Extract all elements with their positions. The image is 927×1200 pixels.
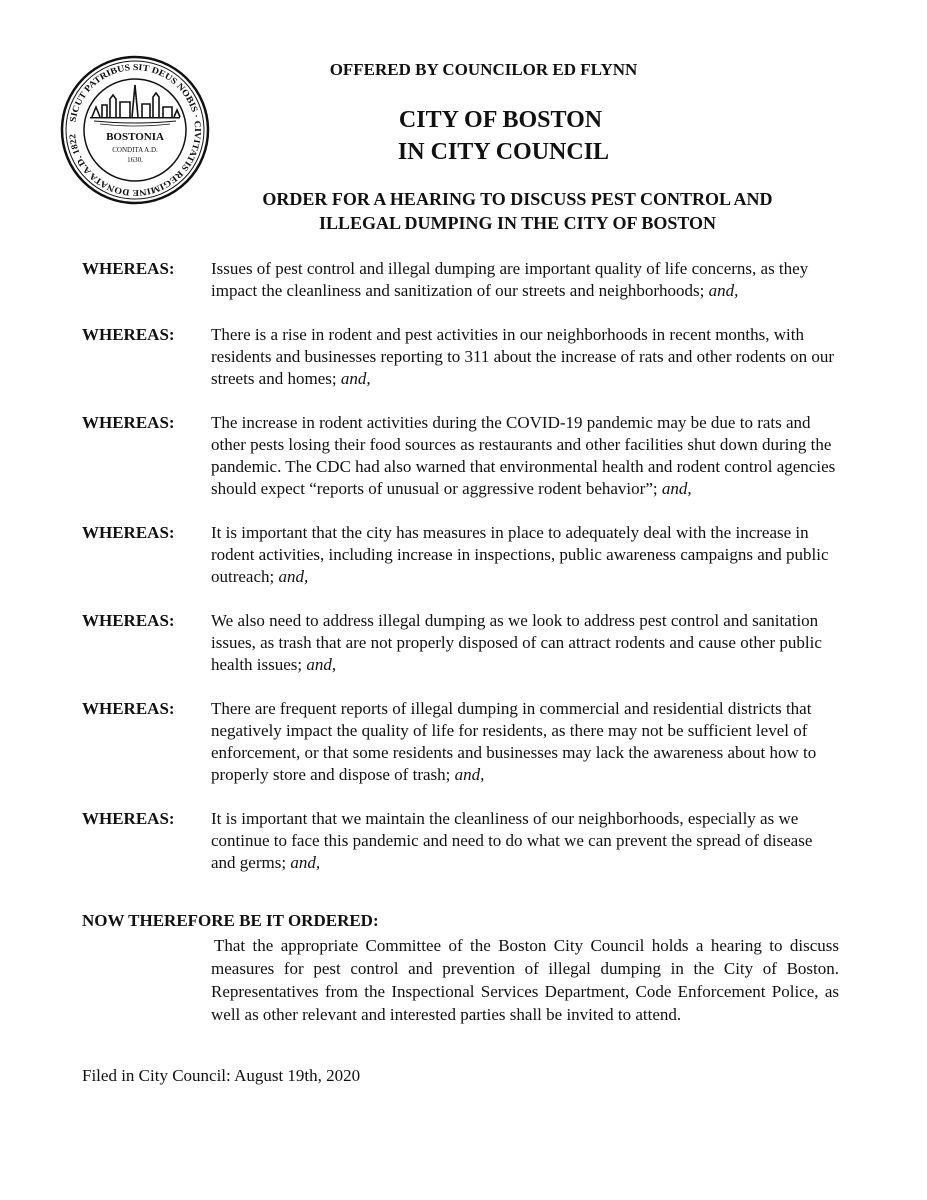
ordered-heading: NOW THEREFORE BE IT ORDERED: (82, 911, 379, 930)
order-title-line-1: ORDER FOR A HEARING TO DISCUSS PEST CONTROL AND (262, 189, 773, 209)
seal-condita: CONDITA A.D. (112, 146, 158, 154)
clause-label: WHEREAS: (82, 611, 175, 630)
clause-text: It is important that we maintain the cleanliness of our neighborhoods, especially as we continue to face this pandemic and need to do what we can prevent the spread of disease and germs; and, (211, 809, 813, 872)
clause-text: There is a rise in rodent and pest activities in our neighborhoods in recent months, with residents and businesses reporting to 311 about the increase of rats and other rodents on our streets and homes; and, (211, 325, 835, 388)
whereas-clause (82, 258, 852, 302)
clause-label: WHEREAS: (82, 809, 175, 828)
city-heading (0, 104, 927, 168)
clause-label: WHEREAS: (82, 523, 175, 542)
whereas-clause (82, 324, 852, 390)
clause-text: We also need to address illegal dumping as we look to address pest control and sanitation issues, as trash that are not properly disposed of can attract rodents and cause other public health issues; and, (211, 611, 822, 674)
seal-outer-text: SICUT PATRIBUS SIT DEUS NOBIS · CIVITATIS REGIMINE DONATA A.D. 1822 (67, 61, 204, 199)
whereas-clauses (82, 258, 852, 896)
whereas-clause (82, 808, 852, 874)
whereas-clause (82, 698, 852, 786)
clause-text: There are frequent reports of illegal dumping in commercial and residential districts that negatively impact the quality of life for residents, as there may not be sufficient level of enforcement, or that some residents and businesses may lack the awareness about how to properly store and dispose of trash; and, (211, 699, 817, 784)
offered-by: OFFERED BY COUNCILOR ED FLYNN (329, 60, 638, 79)
filed-date: Filed in City Council: August 19th, 2020 (82, 1066, 361, 1085)
whereas-clause (82, 610, 852, 676)
clause-label: WHEREAS: (82, 259, 175, 278)
ordered-text: That the appropriate Committee of the Boston City Council holds a hearing to discuss measures for pest control and prevention of illegal dumping in the City of Boston. Representatives from the Inspectional Services Department, Code Enforcement Police, as well as other relevant and interested parties shall be invited to attend. (211, 936, 839, 1024)
whereas-clause (82, 522, 852, 588)
clause-text: Issues of pest control and illegal dumping are important quality of life concerns, as they impact the cleanliness and sanitization of our streets and neighborhoods; and, (211, 259, 809, 300)
clause-label: WHEREAS: (82, 413, 175, 432)
clause-text: The increase in rodent activities during the COVID-19 pandemic may be due to rats and other pests losing their food sources as restaurants and other facilities shut down during the pandemic. The CDC had also warned that environmental health and rodent control agencies should expect “reports of unusual or aggressive rodent behavior”; and, (211, 413, 836, 498)
seal-year: 1630. (127, 156, 143, 164)
order-title-line-2: ILLEGAL DUMPING IN THE CITY OF BOSTON (318, 213, 717, 233)
clause-label: WHEREAS: (82, 325, 175, 344)
order-title (0, 187, 927, 235)
clause-text: It is important that the city has measures in place to adequately deal with the increase in rodent activities, including increase in inspections, public awareness campaigns and public outreach; and, (211, 523, 829, 586)
whereas-clause (82, 412, 852, 500)
clause-label: WHEREAS: (82, 699, 175, 718)
seal-name: BOSTONIA (106, 131, 164, 143)
city-line-1: CITY OF BOSTON (398, 107, 603, 133)
city-line-2: IN CITY COUNCIL (397, 139, 610, 165)
